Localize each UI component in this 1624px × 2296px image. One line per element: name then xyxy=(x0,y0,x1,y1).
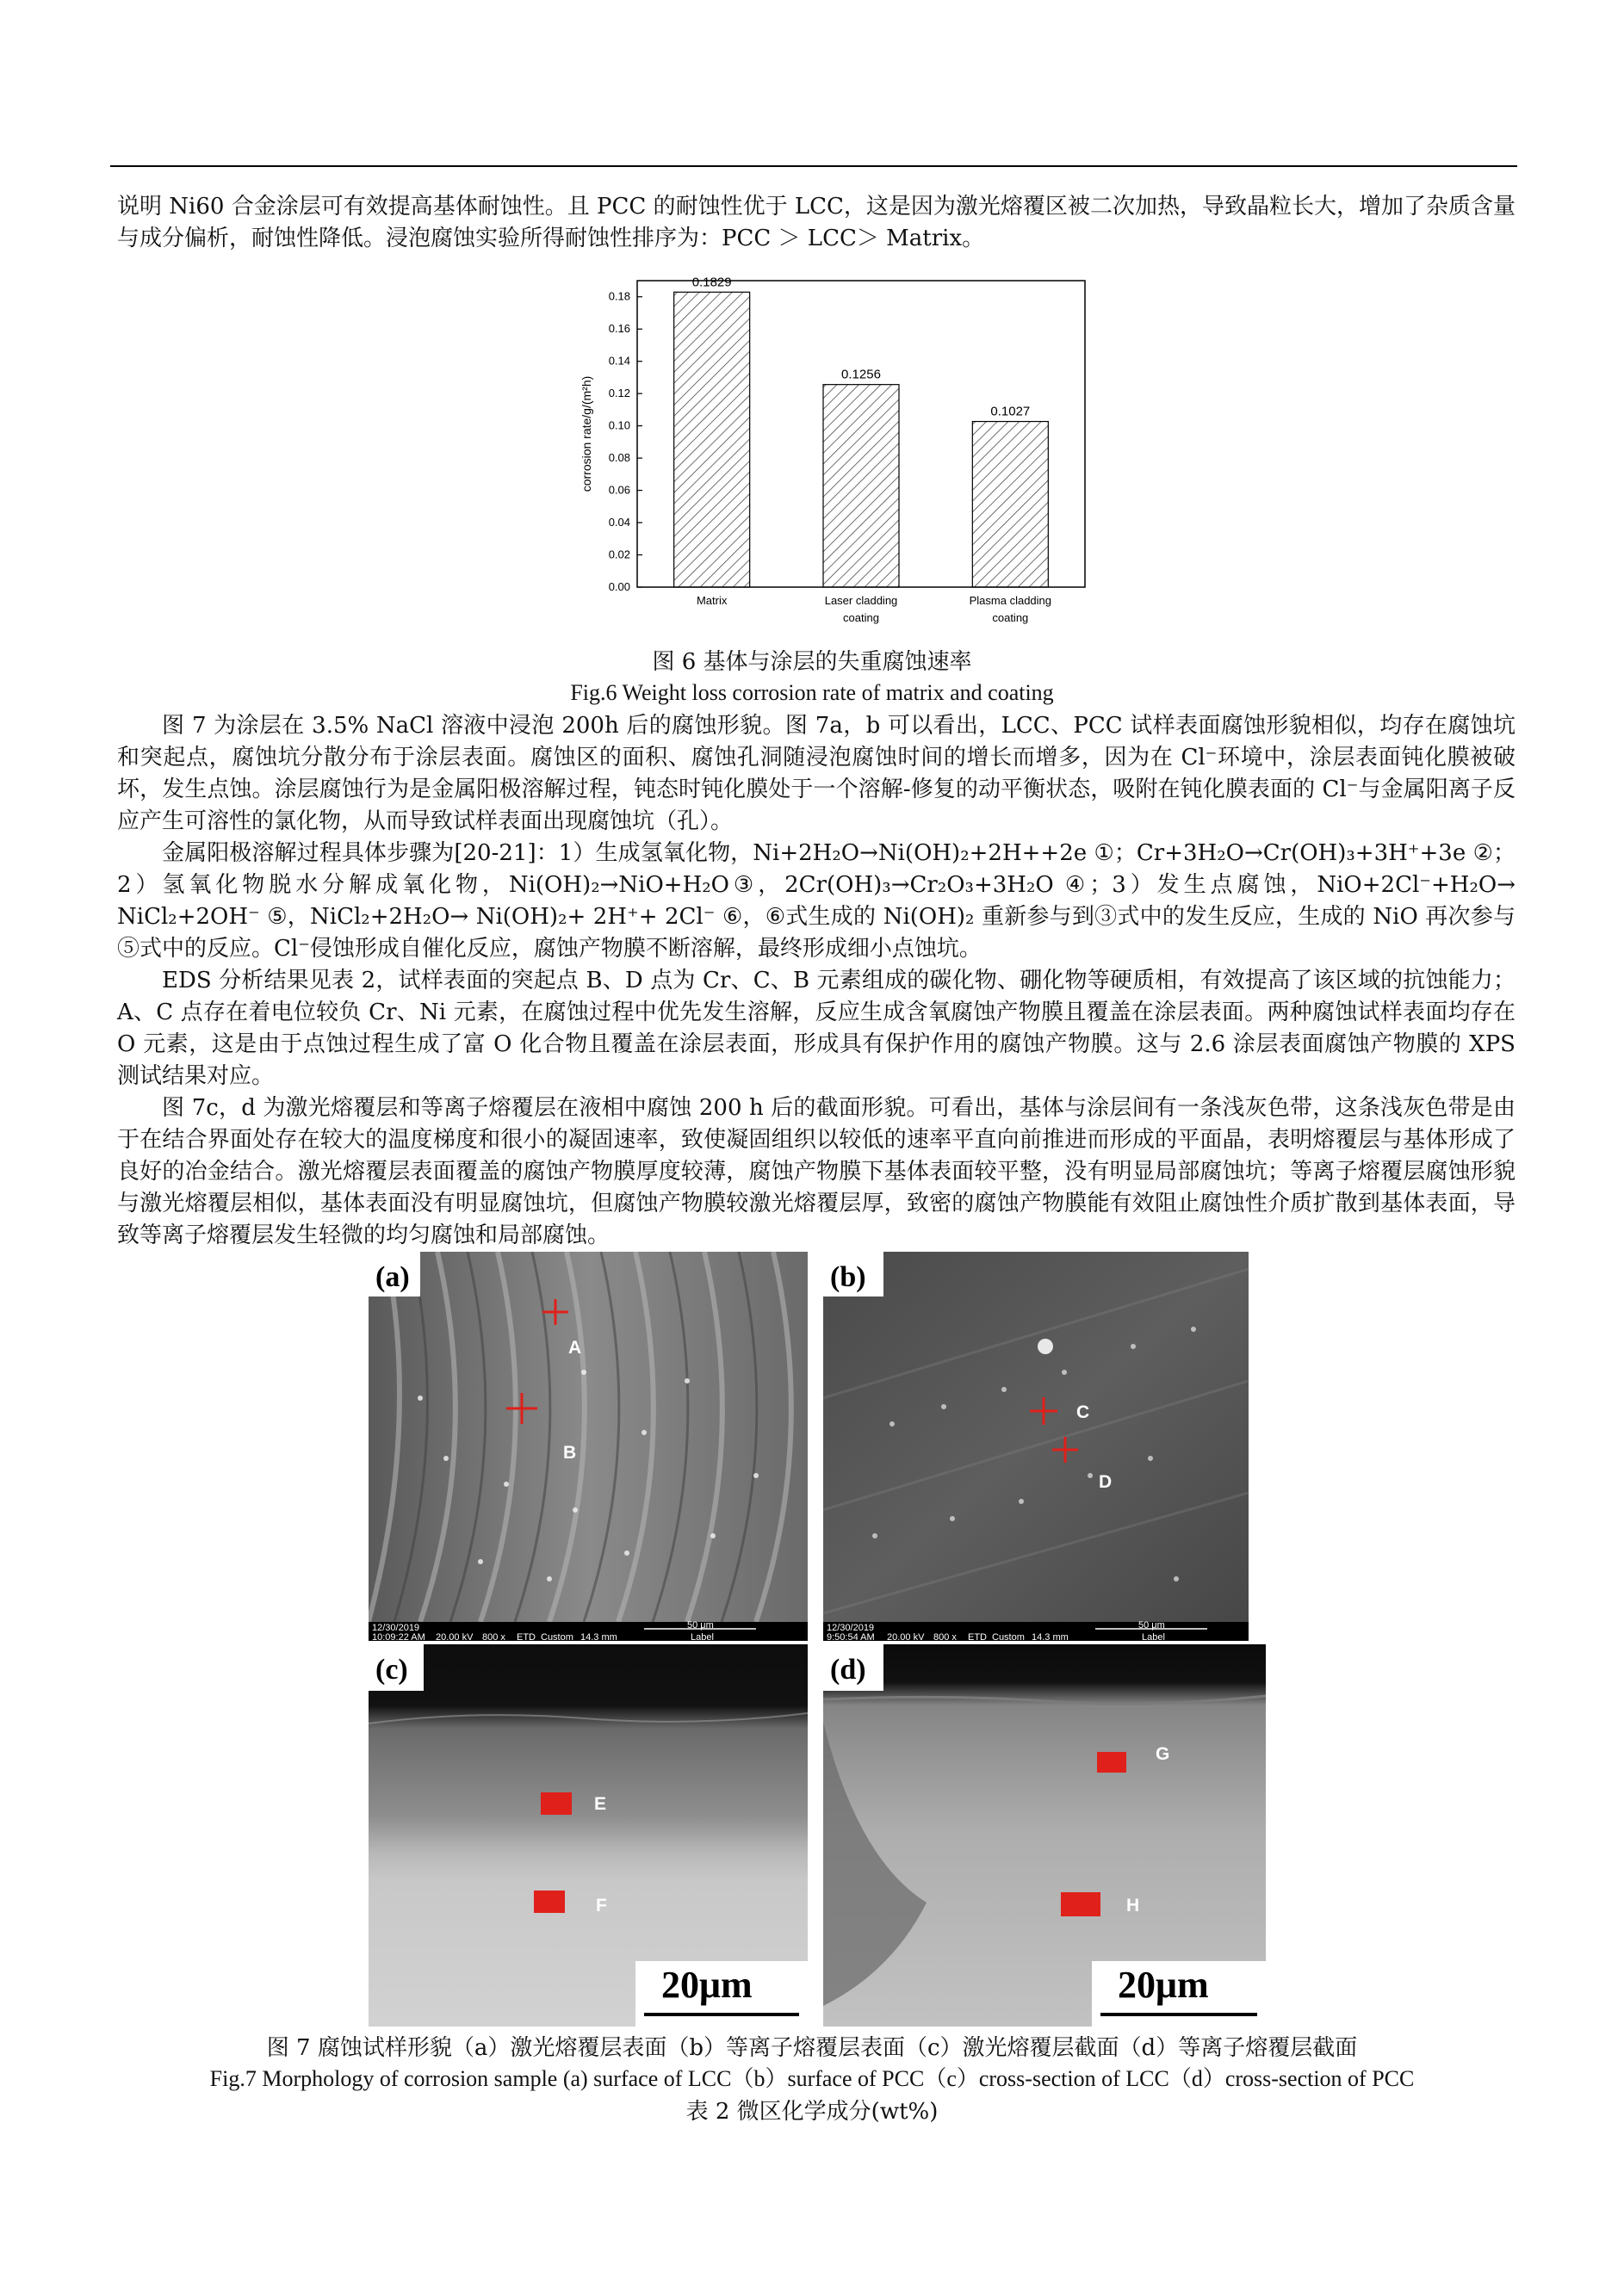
paragraph-2: 图 7 为涂层在 3.5% NaCl 溶液中浸泡 200h 后的腐蚀形貌。图 7a，b 可以看出，LCC、PCC 试样表面腐蚀形貌相似，均存在腐蚀坑和突起点，腐蚀坑分散分布于涂层表面。腐蚀区的面积、腐蚀孔洞随浸泡腐蚀时间的增长而增多，因为在 Cl⁻环境中，涂层表面钝化膜被破坏，发生点蚀。涂层腐蚀行为是金属阳极溶解过程，钝态时钝化膜处于一个溶解-修复的动平衡状态，吸附在钝化膜表面的 Cl⁻与金属阳离子反应产生可溶性的氯化物，从而导致试样表面出现腐蚀坑（孔）。 xyxy=(117,713,1516,834)
y-tick-label: 0.00 xyxy=(608,580,630,593)
point-b-label: B xyxy=(563,1443,577,1463)
point-d-label: D xyxy=(1099,1472,1113,1492)
point-a-label: A xyxy=(568,1338,582,1358)
panel-c-label: (c) xyxy=(375,1654,408,1686)
panel-d-scale: 20μm xyxy=(1118,1964,1209,2006)
fig7-panel-b xyxy=(823,1252,1249,1641)
panel-b-mode: Custom xyxy=(992,1632,1025,1641)
x-category-label: Laser cladding xyxy=(824,594,898,607)
fig6-bar-chart xyxy=(568,258,1102,646)
point-h-label: H xyxy=(1126,1896,1140,1915)
x-category-label: Matrix xyxy=(696,594,728,607)
panel-b-mag: 800 x xyxy=(933,1632,957,1641)
y-tick-label: 0.06 xyxy=(608,483,630,497)
header-rule xyxy=(110,165,1517,167)
fig7-caption-cn: 图 7 腐蚀试样形貌（a）激光熔覆层表面（b）等离子熔覆层表面（c）激光熔覆层截面（d）等离子熔覆层截面 xyxy=(266,2035,1358,2061)
fig7-panel-a xyxy=(369,1252,808,1641)
panel-a-time: 10:09:22 AM xyxy=(372,1632,425,1641)
bar-value-label: 0.1027 xyxy=(990,404,1031,419)
y-tick-label: 0.14 xyxy=(608,354,630,368)
x-category-label: Plasma cladding xyxy=(969,594,1052,607)
panel-a-footer-label: Label xyxy=(691,1632,714,1641)
y-tick-label: 0.02 xyxy=(608,548,630,561)
paragraph-3: 金属阳极溶解过程具体步骤为[20-21]：1）生成氢氧化物，Ni+2H₂O→Ni(OH)₂+2H++2e ①；Cr+3H₂O→Cr(OH)₃+3H⁺+3e ②；2）氢氧化物脱水分解成氧化物，Ni(OH)₂→NiO+H₂O③，2Cr(OH)₃→Cr₂O₃+3H₂O ④；3）发生点腐蚀，NiO+2Cl⁻+H₂O→ NiCl₂+2OH⁻ ⑤，NiCl₂+2H₂O→ Ni(OH)₂+ 2H⁺+ 2Cl⁻ ⑥，⑥式生成的 Ni(OH)₂ 重新参与到③式中的发生反应，生成的 NiO 再次参与⑤式中的反应。Cl⁻侵蚀形成自催化反应，腐蚀产物膜不断溶解，最终形成细小点蚀坑。 xyxy=(117,840,1516,962)
point-g-label: G xyxy=(1156,1744,1170,1764)
bar xyxy=(972,422,1048,587)
y-tick-label: 0.04 xyxy=(608,516,630,529)
paragraph-4: EDS 分析结果见表 2，试样表面的突起点 B、D 点为 Cr、C、B 元素组成的碳化物、硼化物等硬质相，有效提高了该区域的抗蚀能力；A、C 点存在着电位较负 Cr、Ni 元素，在腐蚀过程中优先发生溶解，反应生成含氧腐蚀产物膜且覆盖在涂层表面。两种腐蚀试样表面均存在 O 元素，这是由于点蚀过程生成了富 O 化合物且覆盖在涂层表面，形成具有保护作用的腐蚀产物膜。这与 2.6 涂层表面腐蚀产物膜的 XPS 测试结果对应。 xyxy=(117,968,1516,1089)
fig7-panel-c xyxy=(369,1644,808,2027)
fig7-panel-d xyxy=(823,1644,1266,2027)
y-tick-label: 0.12 xyxy=(608,387,630,400)
paragraph-5: 图 7c，d 为激光熔覆层和等离子熔覆层在液相中腐蚀 200 h 后的截面形貌。可看出，基体与涂层间有一条浅灰色带，这条浅灰色带是由于在结合界面处存在较大的温度梯度和很小的凝固速率，致使凝固组织以较低的速率平直向前推进而形成的平面晶，表明熔覆层与基体形成了良好的冶金结合。激光熔覆层表面覆盖的腐蚀产物膜厚度较薄，腐蚀产物膜下基体表面较平整，没有明显局部腐蚀坑；等离子熔覆层腐蚀形貌与激光熔覆层相似，基体表面没有明显腐蚀坑，但腐蚀产物膜较激光熔覆层厚，致密的腐蚀产物膜能有效阻止腐蚀性介质扩散到基体表面，导致等离子熔覆层发生轻微的均匀腐蚀和局部腐蚀。 xyxy=(117,1095,1516,1248)
y-tick-label: 0.18 xyxy=(608,289,630,303)
panel-a-mag: 800 x xyxy=(482,1632,505,1641)
panel-a-det: ETD xyxy=(517,1632,536,1641)
bar-value-label: 0.1829 xyxy=(691,275,732,290)
point-f-label: F xyxy=(596,1896,607,1915)
fig7-caption-en: Fig.7 Morphology of corrosion sample (a) surface of LCC（b）surface of PCC（c）cross-section of LCC（d）cross-section of PCC xyxy=(209,2066,1415,2091)
point-c-label: C xyxy=(1076,1402,1090,1422)
x-category-label: coating xyxy=(843,611,879,624)
y-tick-label: 0.10 xyxy=(608,418,630,432)
panel-b-footer-label: Label xyxy=(1142,1632,1165,1641)
panel-b-date: 12/30/2019 xyxy=(827,1623,875,1633)
panel-b-scale: 50 μm xyxy=(1138,1620,1165,1631)
fig6-caption-cn: 图 6 基体与涂层的失重腐蚀速率 xyxy=(652,649,972,675)
bar xyxy=(823,385,899,587)
panel-a-date: 12/30/2019 xyxy=(372,1623,420,1633)
panel-a-wd: 14.3 mm xyxy=(580,1632,617,1641)
panel-b-wd: 14.3 mm xyxy=(1032,1632,1069,1641)
y-tick-label: 0.16 xyxy=(608,322,630,336)
bar xyxy=(674,292,750,587)
chart-y-axis-label: corrosion rate/g/(m²h) xyxy=(580,375,593,492)
panel-a-hv: 20.00 kV xyxy=(436,1632,474,1641)
panel-b-time: 9:50:54 AM xyxy=(827,1632,875,1641)
panel-b-label: (b) xyxy=(830,1261,866,1293)
paragraph-1: 说明 Ni60 合金涂层可有效提高基体耐蚀性。且 PCC 的耐蚀性优于 LCC，这是因为激光熔覆区被二次加热，导致晶粒长大，增加了杂质含量与成分偏析，耐蚀性降低。浸泡腐蚀实验所得耐蚀性排序为：PCC ＞ LCC＞ Matrix。 xyxy=(117,194,1516,251)
panel-a-scale: 50 μm xyxy=(687,1620,714,1631)
x-category-label: coating xyxy=(992,611,1029,624)
panel-d-label: (d) xyxy=(830,1654,866,1686)
bar-value-label: 0.1256 xyxy=(841,367,881,382)
table2-title: 表 2 微区化学成分(wt%) xyxy=(685,2099,939,2125)
panel-a-mode: Custom xyxy=(541,1632,573,1641)
panel-b-det: ETD xyxy=(968,1632,987,1641)
fig6-caption-en: Fig.6 Weight loss corrosion rate of matrix and coating xyxy=(570,680,1054,705)
y-tick-label: 0.08 xyxy=(608,451,630,465)
panel-c-scale: 20μm xyxy=(661,1964,753,2006)
point-e-label: E xyxy=(594,1794,607,1814)
panel-b-hv: 20.00 kV xyxy=(887,1632,925,1641)
panel-a-label: (a) xyxy=(375,1261,410,1293)
